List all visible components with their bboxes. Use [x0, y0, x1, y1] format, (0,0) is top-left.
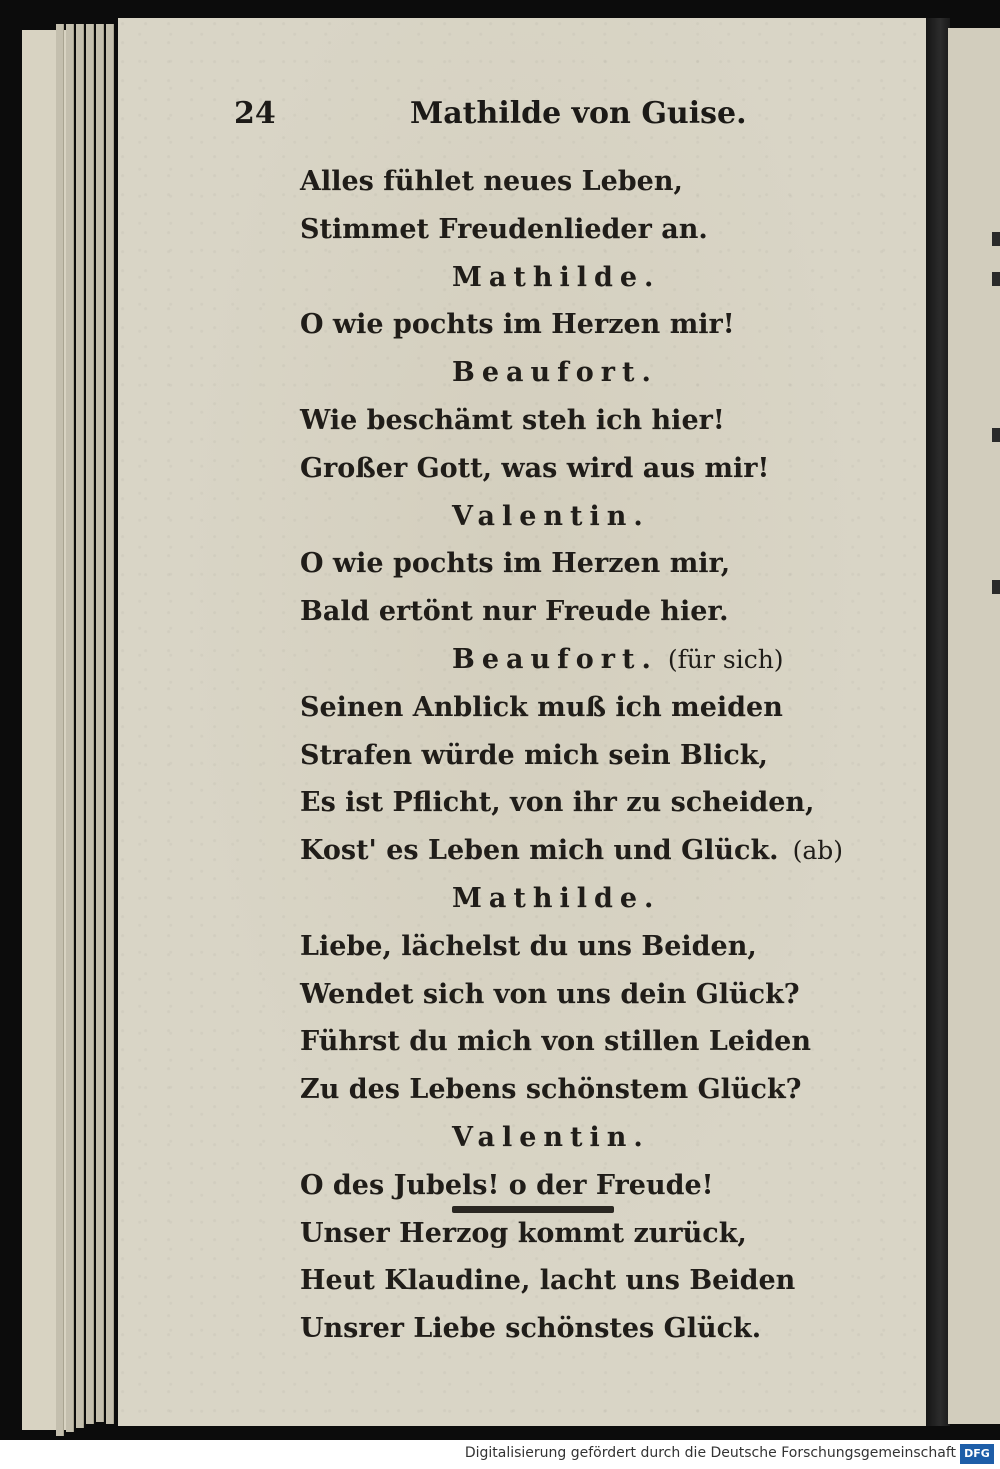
tailpiece-rule [452, 1206, 614, 1213]
dfg-logo: DFG [960, 1444, 994, 1464]
page-edge [106, 24, 114, 1424]
verse-text: Alles fühlet neues Leben, [300, 166, 683, 197]
verse-line [300, 1066, 800, 1114]
verse-text: Stimmet Freudenlieder an. [300, 213, 708, 245]
verse-text: Zu des Lebens schönstem Glück? [300, 1074, 802, 1106]
verse-line [300, 923, 800, 971]
page-edge [66, 24, 74, 1432]
verse-line [300, 779, 815, 827]
verse-text: O des Jubels! o der Freude! [300, 1169, 714, 1201]
speaker-name [300, 349, 800, 397]
speaker-label: Beaufort. [452, 643, 658, 675]
facing-page-text-fragment [992, 580, 1000, 594]
facing-page-text-fragment [992, 232, 1000, 246]
page-edge [56, 24, 64, 1436]
verse-line [300, 206, 800, 254]
speaker-label: Mathilde. [452, 261, 661, 293]
verse-text: Seinen Anblick muß ich meiden [300, 691, 783, 723]
verse-text: Kost' es Leben mich und Glück. [300, 835, 779, 867]
verse-text: Unser Herzog kommt zurück, [300, 1217, 747, 1249]
book-gutter [926, 18, 950, 1426]
page-stack [22, 30, 72, 1430]
stage-direction: (ab) [792, 836, 843, 866]
verse-line [300, 1305, 800, 1353]
verse-line [300, 445, 800, 493]
facing-page-text-fragment [992, 428, 1000, 442]
verse-line [300, 301, 800, 349]
verse-text: Es ist Pflicht, von ihr zu scheiden, [300, 787, 815, 819]
funding-credit: Digitalisierung gefördert durch die Deutsche Forschungsgemeinschaft [464, 1445, 956, 1461]
verse-line [300, 540, 800, 588]
verse-line [300, 1018, 811, 1066]
verse-line [300, 971, 800, 1019]
speaker-label: Mathilde. [452, 882, 661, 914]
verse-line [300, 684, 800, 732]
verse-line [300, 588, 800, 636]
speaker-name [300, 254, 800, 302]
page-header [0, 96, 1000, 140]
verse-text: O wie pochts im Herzen mir, [300, 548, 731, 580]
speaker-name [300, 1114, 800, 1162]
stage-direction: (für sich) [667, 644, 784, 674]
verse-line [300, 732, 800, 780]
page-edge [86, 24, 94, 1424]
verse-text: Liebe, lächelst du uns Beiden, [300, 930, 757, 962]
verse-line [300, 397, 800, 445]
verse-text: Heut Klaudine, lacht uns Beiden [300, 1265, 796, 1297]
verse-text: Führst du mich von stillen Leiden [300, 1026, 811, 1058]
facing-page-text-fragment [992, 272, 1000, 286]
speaker-name [300, 493, 800, 541]
verse-text: Wendet sich von uns dein Glück? [300, 978, 800, 1010]
verse-line [300, 158, 800, 206]
verse-text: Strafen würde mich sein Blick, [300, 739, 768, 771]
verse-text: Unsrer Liebe schönstes Glück. [300, 1313, 762, 1345]
running-head: Mathilde von Guise. [410, 96, 747, 131]
verse-text: Bald ertönt nur Freude hier. [300, 596, 729, 628]
verse-text: O wie pochts im Herzen mir! [300, 309, 735, 341]
verse-line [300, 1210, 800, 1258]
page-edge [96, 24, 104, 1422]
speaker-label: Beaufort. [452, 357, 658, 389]
speaker-label: Valentin. [452, 500, 650, 532]
page-edge [76, 24, 84, 1428]
speaker-name [300, 636, 800, 684]
footer-bar [0, 1440, 1000, 1469]
verse-line [300, 827, 843, 875]
verse-text: Großer Gott, was wird aus mir! [300, 452, 770, 484]
speaker-name [300, 875, 800, 923]
verse-line [300, 1162, 800, 1210]
page-number: 24 [234, 96, 276, 131]
speaker-label: Valentin. [452, 1121, 650, 1153]
poem-text [300, 158, 843, 1353]
verse-text: Wie beschämt steh ich hier! [300, 404, 725, 436]
verse-line [300, 1257, 800, 1305]
